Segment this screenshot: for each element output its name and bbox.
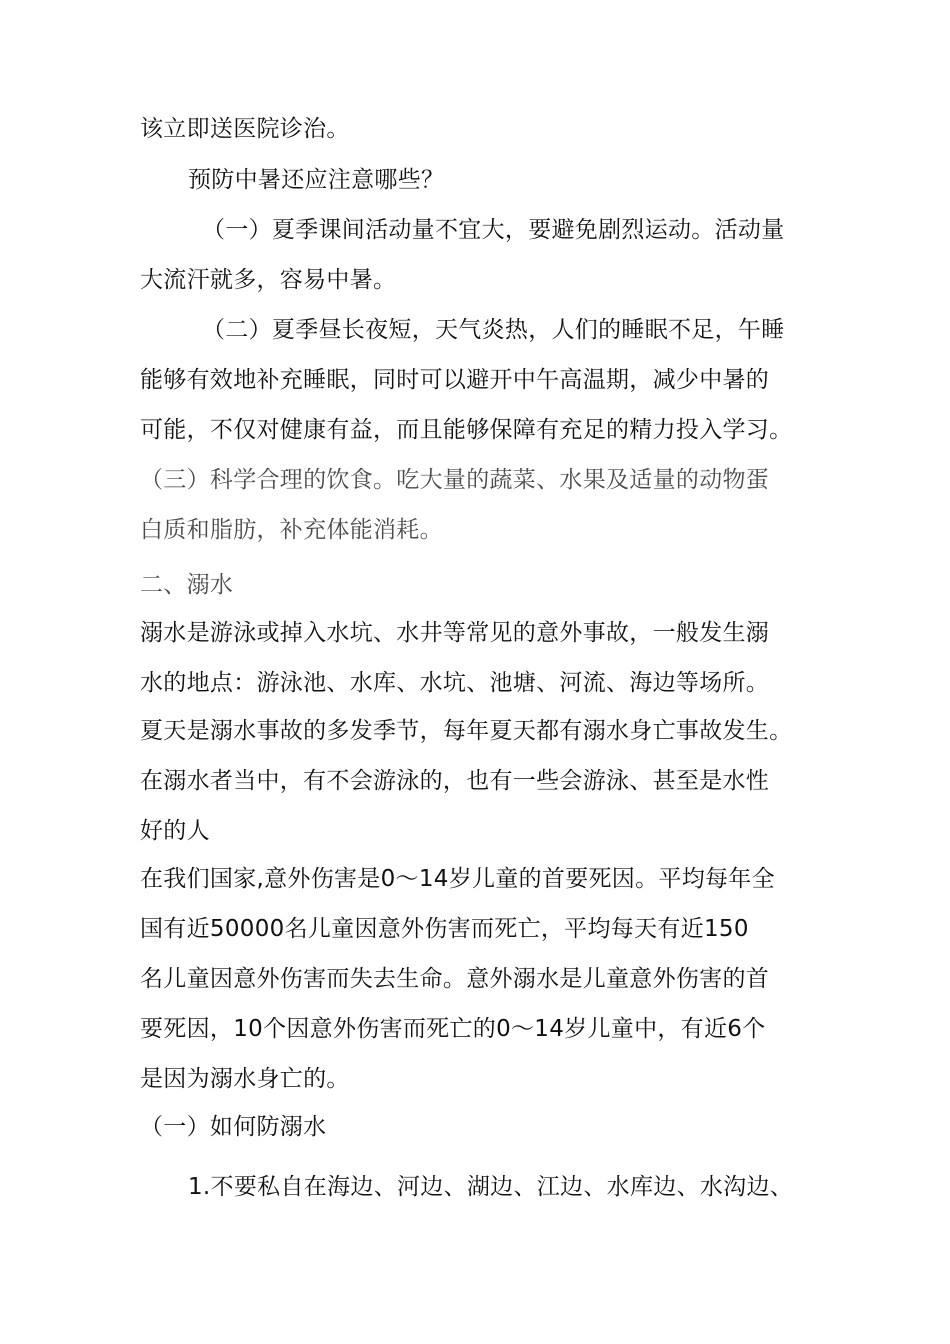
text-line: 能够有效地补充睡眠，同时可以避开中午高温期，减少中暑的: [140, 367, 770, 393]
text-line: 在溺水者当中，有不会游泳的，也有一些会游泳、甚至是水性: [140, 768, 770, 794]
text-line: （二）夏季昼长夜短，天气炎热，人们的睡眠不足，午睡: [202, 317, 785, 343]
text-line: 要死因，10个因意外伤害而死亡的0〜14岁儿童中，有近6个: [140, 1016, 766, 1042]
text-line: 该立即送医院诊治。: [140, 116, 350, 142]
section-heading: 二、溺水: [140, 572, 234, 598]
text-line: 是因为溺水身亡的。: [140, 1066, 350, 1092]
text-line: 大流汗就多，容易中暑。: [140, 267, 397, 293]
text-line: 名儿童因意外伤害而失去生命。意外溺水是儿童意外伤害的首: [140, 966, 770, 992]
text-line: 可能，不仅对健康有益，而且能够保障有充足的精力投入学习。: [140, 417, 793, 443]
text-line: 国有近50000名儿童因意外伤害而死亡，平均每天有近150: [140, 916, 749, 942]
text-line: （一）夏季课间活动量不宜大，要避免剧烈运动。活动量: [202, 217, 785, 243]
text-line: 好的人: [140, 818, 210, 844]
text-line: 水的地点：游泳池、水库、水坑、池塘、河流、海边等场所。: [140, 670, 770, 696]
list-item: 1.不要私自在海边、河边、湖边、江边、水库边、水沟边、: [188, 1174, 794, 1200]
text-line: 在我们国家,意外伤害是0〜14岁儿童的首要死因。平均每年全: [140, 866, 775, 892]
text-line: 白质和脂肪，补充体能消耗。: [140, 517, 443, 543]
text-line: 夏天是溺水事故的多发季节，每年夏天都有溺水身亡事故发生。: [140, 718, 793, 744]
text-line: 溺水是游泳或掉入水坑、水井等常见的意外事故，一般发生溺: [140, 620, 770, 646]
text-line: （三）科学合理的饮食。吃大量的蔬菜、水果及适量的动物蛋: [140, 467, 770, 493]
section-heading: （一）如何防溺水: [140, 1114, 327, 1140]
section-heading: 预防中暑还应注意哪些？: [188, 167, 445, 193]
